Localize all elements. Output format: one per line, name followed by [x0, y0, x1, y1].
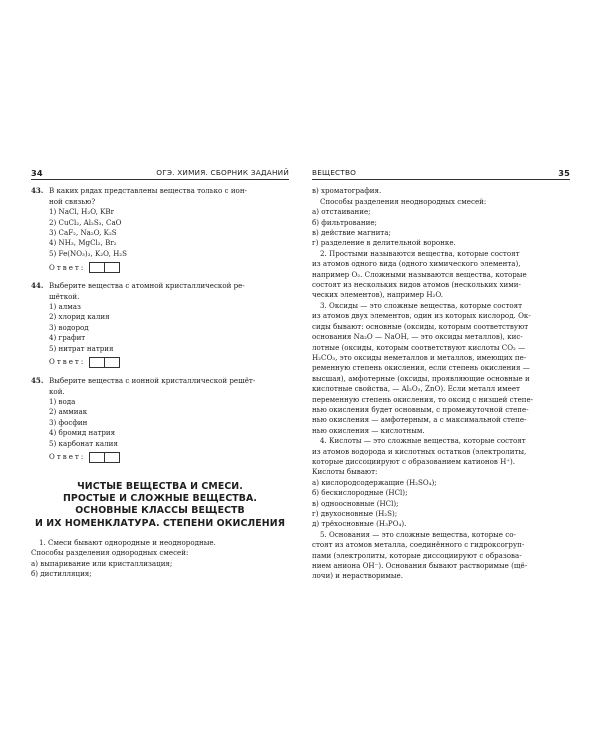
question-43 [31, 186, 289, 273]
option: 1) алмаз [49, 302, 81, 312]
option: 2) CuCl₂, Al₂S₃, CaO [49, 217, 122, 227]
option: 5) нитрат натрия [49, 343, 114, 353]
right-page [312, 168, 570, 582]
option: 3) водород [49, 322, 89, 332]
text-line: высшая), амфотерные (оксиды, проявляющие основные и [312, 373, 530, 383]
text-line: из атомов двух элементов, один из которых кислород. Ок- [312, 311, 531, 321]
text-line: нью окисления — кислотным. [312, 425, 425, 435]
text-line: Способы разделения неоднородных смесей: [320, 196, 487, 206]
question-text: ной связью? [49, 196, 96, 206]
question-text: В каких рядах представлены вещества только с ион- [49, 186, 247, 196]
text-line: стоят из атомов металла, соединённого с гидроксогруп- [312, 540, 525, 550]
option: 1) NaCl, H₂O, KBr [49, 207, 115, 217]
section-title-line: ЧИСТЫЕ ВЕЩЕСТВА И СМЕСИ. [77, 480, 243, 492]
option: 5) Fe(NO₃)₃, K₂O, H₂S [49, 248, 127, 258]
text-line: Кислоты бывают: [312, 467, 378, 477]
text-line: б) фильтрование; [312, 217, 377, 227]
question-44 [31, 281, 289, 368]
text-line: сиды бывают: основные (оксиды, которым соответствуют [312, 321, 529, 331]
text-line: нью окисления — амфотерным, а с максимальной степе- [312, 415, 527, 425]
page-number: 35 [558, 168, 570, 178]
question-number: 43. [31, 186, 44, 196]
text-line: состоят из нескольких видов атомов (нескольких хими- [312, 280, 521, 290]
answer-box[interactable] [89, 262, 105, 273]
option: 5) карбонат калия [49, 438, 118, 448]
question-text: Выберите вещества с ионной кристаллической решёт- [49, 376, 256, 386]
text-line: 5. Основания — это сложные вещества, которые со- [320, 529, 516, 539]
text-line: лочи) и нерастворимые. [312, 571, 403, 581]
question-text: кой. [49, 386, 65, 396]
question-text: шёткой. [49, 291, 80, 301]
text-line: д) трёхосновные (H₃PO₄). [312, 519, 407, 529]
right-page-text [312, 186, 570, 581]
text-line: г) двухосновные (H₂S); [312, 509, 398, 518]
text-line: ременную степень окисления, если степень окисления — [312, 363, 530, 373]
text-line: в) хроматография. [312, 186, 382, 196]
section-title-line: ПРОСТЫЕ И СЛОЖНЫЕ ВЕЩЕСТВА. [62, 493, 258, 505]
answer-box[interactable] [104, 357, 120, 368]
text-line: в) одноосновные (HCl); [312, 498, 399, 508]
text-line: 1. Смеси бывают однородные и неоднородные. [39, 537, 216, 547]
text-line: пами (электролиты, которые диссоциируют с образова- [312, 550, 522, 560]
text-line: из атомов одного вида (одного химического элемента), [312, 259, 521, 269]
section-title-line: И ИХ НОМЕНКЛАТУРА. СТЕПЕНИ ОКИСЛЕНИЯ [34, 517, 286, 529]
section-title-line: ОСНОВНЫЕ КЛАССЫ ВЕЩЕСТВ [75, 505, 245, 517]
left-page [31, 168, 289, 579]
text-line: H₂CO₃, это оксиды неметаллов и металлов, имеющих пе- [312, 352, 527, 362]
text-line: 3. Оксиды — это сложные вещества, которые состоят [320, 300, 523, 310]
option: 1) вода [49, 396, 76, 406]
text-line: а) кислородсодержащие (H₂SO₄); [312, 477, 437, 487]
running-title: ВЕЩЕСТВО [312, 168, 357, 177]
text-line: лотные (оксиды, которым соответствуют кислоты CO₂ — [312, 342, 526, 352]
option: 3) фосфин [49, 417, 88, 427]
text-line: нием аниона OH⁻). Основания бывают растворимые (щё- [312, 561, 528, 571]
text-line: в) действие магнита; [312, 228, 391, 238]
text-line: кислотные свойства, — Al₂O₃, ZnO). Если металл имеет [312, 384, 520, 394]
answer-box[interactable] [89, 452, 105, 463]
right-page-header [312, 168, 570, 180]
question-45 [31, 376, 289, 463]
answer-label: Ответ: [49, 357, 86, 367]
question-text: Выберите вещества с атомной кристаллической ре- [49, 281, 245, 291]
text-line: нью окисления будет основным, с промежуточной степе- [312, 404, 529, 414]
option: 4) графит [49, 333, 86, 343]
text-line: г) разделение в делительной воронке. [312, 238, 456, 248]
text-line: из атомов водорода и кислотных остатков (электролиты, [312, 446, 527, 456]
text-line: а) выпаривание или кристаллизация; [31, 558, 173, 568]
text-line: б) дистилляция; [31, 568, 92, 578]
text-line: 4. Кислоты — это сложные вещества, которые состоят [320, 436, 526, 446]
option: 2) хлорид калия [49, 312, 110, 322]
section-text [31, 538, 289, 580]
answer-box[interactable] [89, 357, 105, 368]
left-page-header [31, 168, 289, 180]
text-line: ческих элементов), например H₂O. [312, 290, 444, 300]
answer-box[interactable] [104, 452, 120, 463]
text-line: основания Na₂O — NaOH, — это оксиды металлов), кис- [312, 332, 523, 342]
text-line: переменную степень окисления, то оксид с низшей степе- [312, 394, 534, 404]
option: 4) бромид натрия [49, 428, 116, 438]
question-number: 44. [31, 281, 44, 291]
page-number: 34 [31, 168, 43, 178]
running-title: ОГЭ. ХИМИЯ. СБОРНИК ЗАДАНИЙ [156, 168, 289, 177]
section-title [31, 481, 289, 530]
text-line: которые диссоциируют с образованием катионов H⁺). [312, 456, 516, 466]
option: 3) CaF₂, Na₂O, K₂S [49, 228, 117, 238]
text-line: Способы разделения однородных смесей: [31, 548, 189, 558]
answer-row [31, 357, 289, 368]
option: 4) NH₃, MgCl₂, Br₂ [49, 238, 117, 248]
answer-row [31, 452, 289, 463]
answer-label: Ответ: [49, 262, 86, 272]
answer-label: Ответ: [49, 452, 86, 462]
answer-box[interactable] [104, 262, 120, 273]
text-line: а) отстаивание; [312, 207, 371, 217]
answer-row [31, 262, 289, 273]
text-line: например O₂. Сложными называются вещества, которые [312, 269, 527, 279]
question-number: 45. [31, 376, 44, 386]
option: 2) аммиак [49, 407, 88, 417]
text-line: б) бескислородные (HCl); [312, 488, 408, 498]
text-line: 2. Простыми называются вещества, которые состоят [320, 248, 520, 258]
